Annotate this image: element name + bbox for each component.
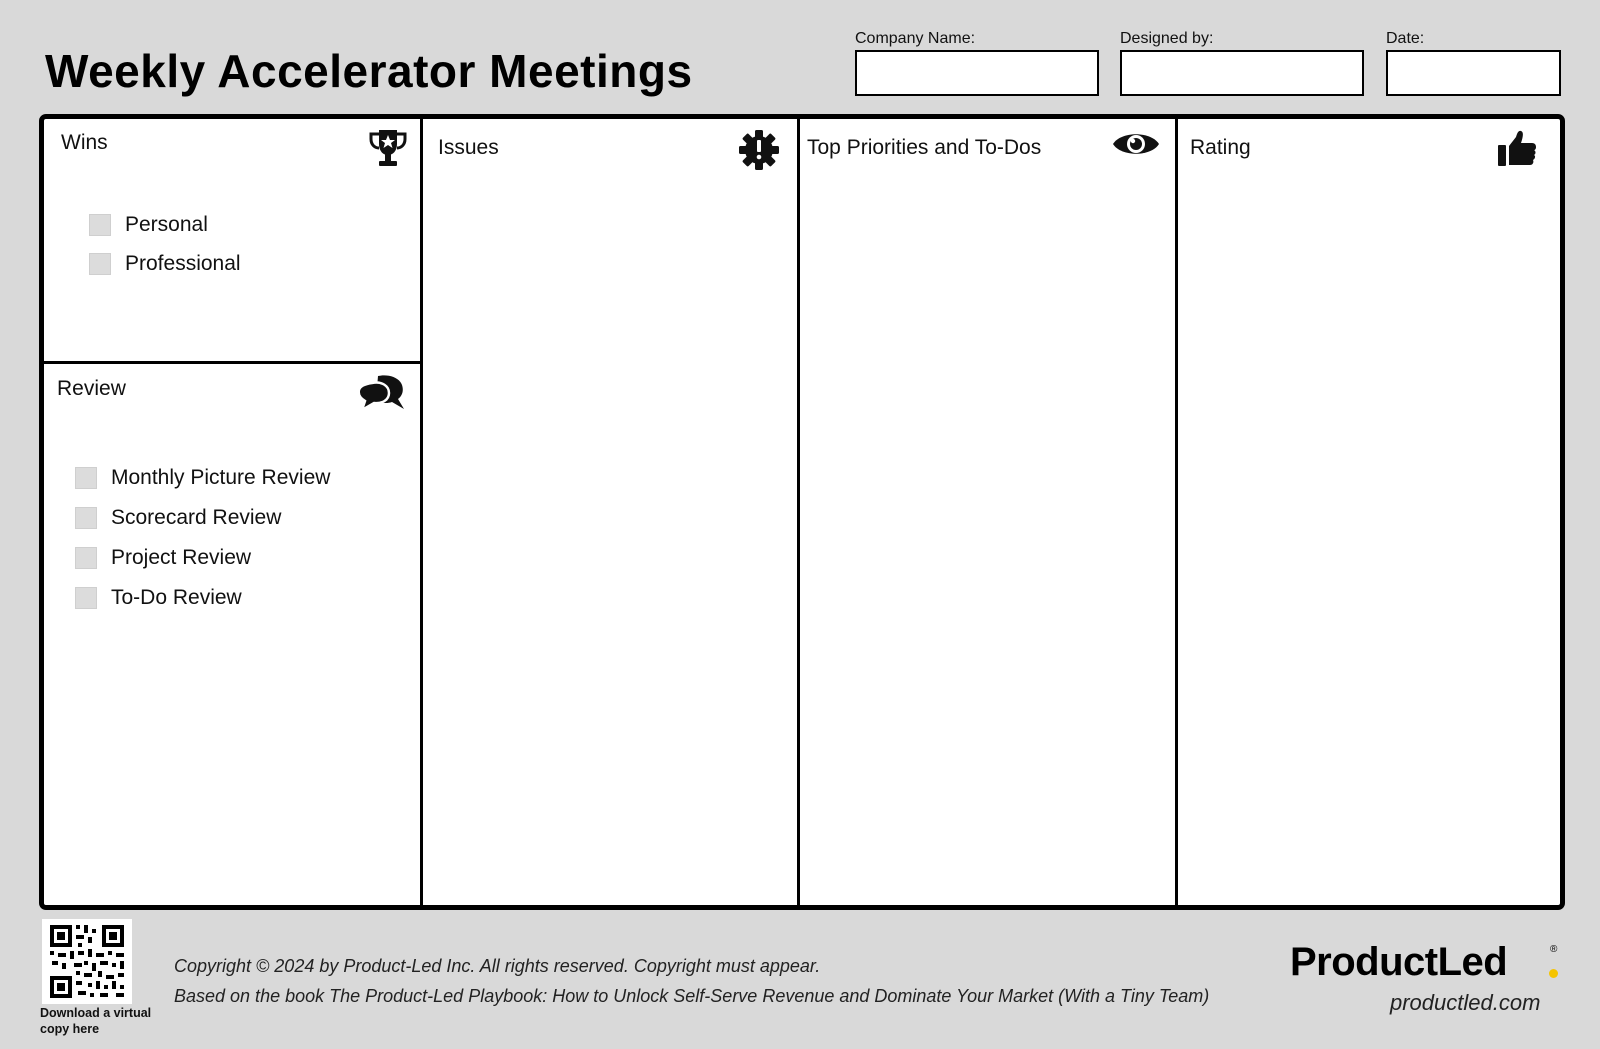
checkbox-label: Personal: [125, 213, 208, 236]
designed-by-field: [1120, 28, 1364, 96]
meeting-board: [39, 114, 1565, 910]
company-name-input[interactable]: [855, 50, 1099, 96]
checkbox[interactable]: [89, 253, 111, 275]
qr-code[interactable]: [42, 919, 132, 1004]
checkbox[interactable]: [75, 547, 97, 569]
trophy-icon: [366, 126, 410, 170]
rating-panel[interactable]: [1178, 119, 1560, 905]
date-input[interactable]: [1386, 50, 1561, 96]
rating-title: Rating: [1190, 136, 1251, 159]
brand-url[interactable]: productled.com: [1390, 990, 1541, 1015]
date-label: Date:: [1386, 30, 1425, 47]
brand-dot: [1549, 969, 1558, 978]
company-name-field: [855, 28, 1099, 96]
checkbox-label: Project Review: [111, 546, 252, 569]
review-title: Review: [57, 377, 126, 400]
copyright-text: Copyright © 2024 by Product-Led Inc. All rights reserved. Copyright must appear.: [174, 956, 821, 976]
checkbox-label: To-Do Review: [111, 586, 242, 609]
designed-by-input[interactable]: [1120, 50, 1364, 96]
issues-panel[interactable]: [423, 119, 797, 905]
checkbox[interactable]: [75, 467, 97, 489]
checkbox[interactable]: [75, 507, 97, 529]
checkbox-label: Scorecard Review: [111, 506, 282, 529]
wins-panel[interactable]: [44, 119, 420, 361]
date-field: [1386, 28, 1561, 96]
checkbox[interactable]: [75, 587, 97, 609]
checkbox-label: Monthly Picture Review: [111, 466, 331, 489]
priorities-panel[interactable]: [800, 119, 1175, 905]
review-panel[interactable]: [44, 364, 420, 905]
checkbox-label: Professional: [125, 252, 241, 275]
brand-registered-mark: ®: [1550, 944, 1558, 955]
wins-title: Wins: [61, 131, 108, 154]
eye-icon: [1111, 127, 1161, 161]
book-credit-text: Based on the book The Product-Led Playbook: How to Unlock Self-Serve Revenue and Dominate Your Market (With a Tiny Team): [174, 986, 1210, 1006]
page-title: Weekly Accelerator Meetings: [45, 45, 693, 97]
chat-bubbles-icon: [356, 373, 408, 413]
designed-by-label: Designed by:: [1120, 30, 1214, 47]
qr-caption: Download a virtual copy here: [40, 1006, 152, 1036]
brand-logo: ProductLed: [1290, 940, 1508, 984]
thumbs-up-icon: [1496, 128, 1538, 170]
company-name-label: Company Name:: [855, 30, 976, 47]
issues-title: Issues: [438, 136, 499, 159]
priorities-title: Top Priorities and To-Dos: [807, 136, 1042, 159]
gear-exclamation-icon: [738, 129, 780, 171]
checkbox[interactable]: [89, 214, 111, 236]
